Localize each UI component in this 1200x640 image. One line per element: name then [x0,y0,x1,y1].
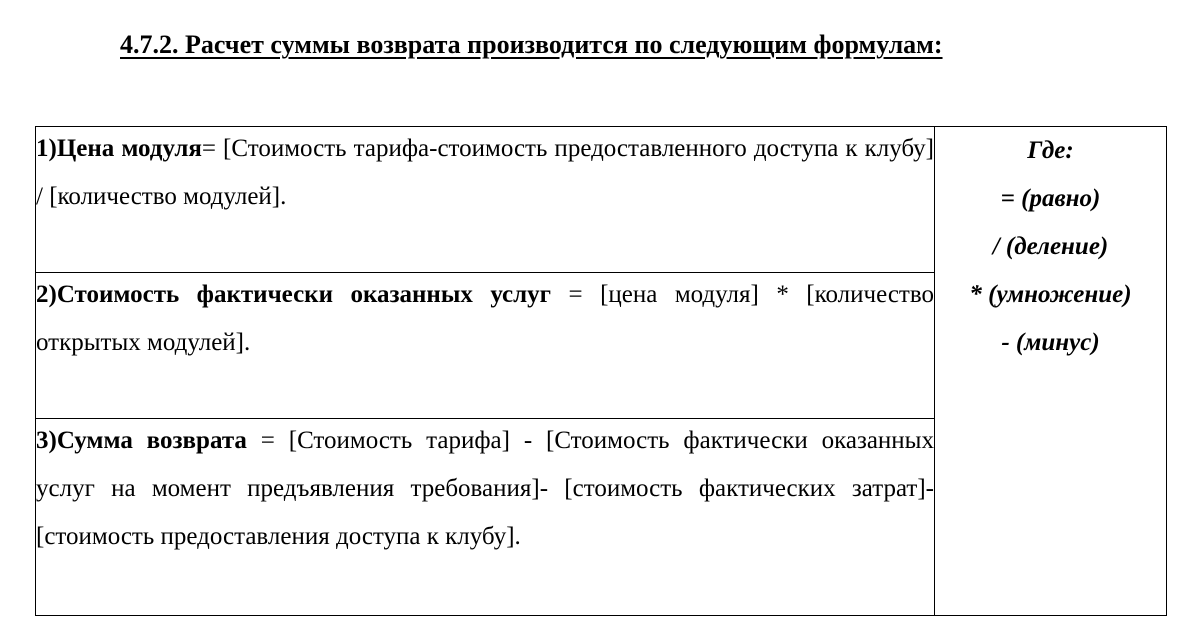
formula-cell-refund-amount [36,419,935,616]
legend-item-multiply: * (умножение) [969,281,1132,308]
formula-cell-module-price [36,127,935,273]
formula-definition: = [цена модуля] * [количество открытых модулей]. [36,281,934,356]
formula-definition: = [Стоимость тарифа-стоимость предоставленного доступа к клубу] / [количество модулей]. [36,135,934,210]
formula-definition: = [Стоимость тарифа] - [Стоимость фактически оказанных услуг на момент предъявления требования]- [стоимость фактических затрат]- [стоимость предоставления доступа к клубу]. [36,427,934,550]
formula-term: 2)Стоимость фактически оказанных услуг [36,281,552,308]
formula-refund-amount [36,417,934,561]
formula-module-price [36,125,934,221]
legend-cell [935,127,1167,616]
formula-term: 1)Цена модуля [36,135,202,162]
legend-item-equals: = (равно) [1000,185,1101,212]
section-title: 4.7.2. Расчет суммы возврата производится по следующим формулам: [120,30,943,59]
formula-term: 3)Сумма возврата [36,427,247,454]
formula-table [35,126,1167,616]
legend-item-divide: / (деление) [992,233,1109,260]
legend-heading: Где: [1027,137,1074,164]
table-row [36,127,1167,273]
legend-item-minus: - (минус) [1001,329,1100,356]
formula-cell-services-cost [36,273,935,419]
formula-services-cost [36,271,934,367]
